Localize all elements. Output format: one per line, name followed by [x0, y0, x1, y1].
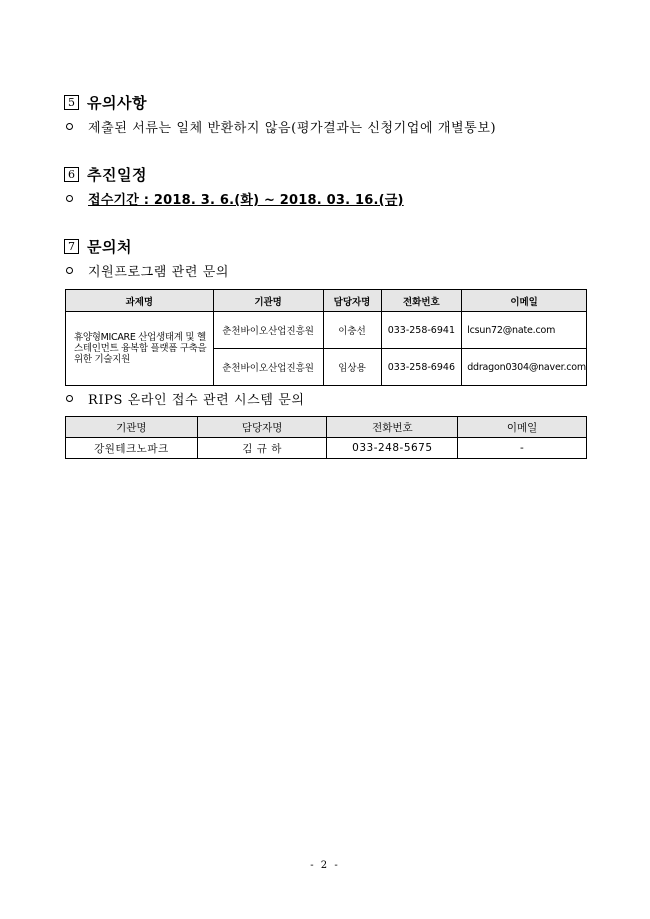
column-header: 과제명 [66, 290, 214, 312]
program-inquiry-bullet [66, 261, 229, 280]
column-header: 전화번호 [327, 417, 458, 438]
column-header: 이메일 [458, 417, 587, 438]
circle-bullet-icon [66, 267, 73, 274]
bullet-text: 지원프로그램 관련 문의 [88, 265, 230, 280]
table-header-row [66, 417, 587, 438]
system-contact-table [65, 416, 587, 459]
bullet-text: RIPS 온라인 접수 관련 시스템 문의 [88, 393, 305, 408]
email-cell: ddragon0304@naver.com [462, 349, 587, 386]
bullet-text: 제출된 서류는 일체 반환하지 않음(평가결과는 신청기업에 개별통보) [88, 121, 497, 136]
person-cell: 김 규 하 [197, 438, 327, 459]
phone-cell: 033-258-6946 [381, 349, 462, 386]
column-header: 전화번호 [381, 290, 462, 312]
section-title: 문의처 [87, 238, 132, 256]
person-cell: 이충선 [323, 312, 381, 349]
column-header: 담당자명 [323, 290, 381, 312]
project-name-cell: 휴양형MICARE 산업생태계 및 헬스테인먼트 융복합 플랫폼 구축을 위한 기술지원 [66, 312, 214, 386]
table-row [66, 312, 587, 349]
page-number: - 2 - [310, 860, 340, 871]
column-header: 담당자명 [197, 417, 327, 438]
schedule-bullet [66, 189, 404, 208]
org-cell: 강원테크노파크 [66, 438, 198, 459]
column-header: 기관명 [66, 417, 198, 438]
circle-bullet-icon [66, 195, 73, 202]
section-title: 유의사항 [87, 94, 147, 112]
section-number-box: 5 [64, 95, 79, 110]
caution-bullet [66, 117, 496, 136]
email-cell: lcsun72@nate.com [462, 312, 587, 349]
table-row [66, 438, 587, 459]
section-caution-heading [64, 92, 147, 113]
circle-bullet-icon [66, 123, 73, 130]
section-schedule-heading [64, 164, 147, 185]
program-contact-table [65, 289, 587, 386]
section-title: 추진일정 [87, 166, 147, 184]
section-number-box: 7 [64, 239, 79, 254]
system-inquiry-bullet [66, 389, 305, 408]
section-number-box: 6 [64, 167, 79, 182]
org-cell: 춘천바이오산업진흥원 [213, 349, 323, 386]
column-header: 이메일 [462, 290, 587, 312]
phone-cell: 033-258-6941 [381, 312, 462, 349]
email-cell: - [458, 438, 587, 459]
person-cell: 임상용 [323, 349, 381, 386]
application-period-text: 접수기간 : 2018. 3. 6.(화) ~ 2018. 03. 16.(금) [88, 193, 404, 208]
org-cell: 춘천바이오산업진흥원 [213, 312, 323, 349]
phone-cell: 033-248-5675 [327, 438, 458, 459]
column-header: 기관명 [213, 290, 323, 312]
section-contact-heading [64, 236, 132, 257]
table-header-row [66, 290, 587, 312]
circle-bullet-icon [66, 395, 73, 402]
